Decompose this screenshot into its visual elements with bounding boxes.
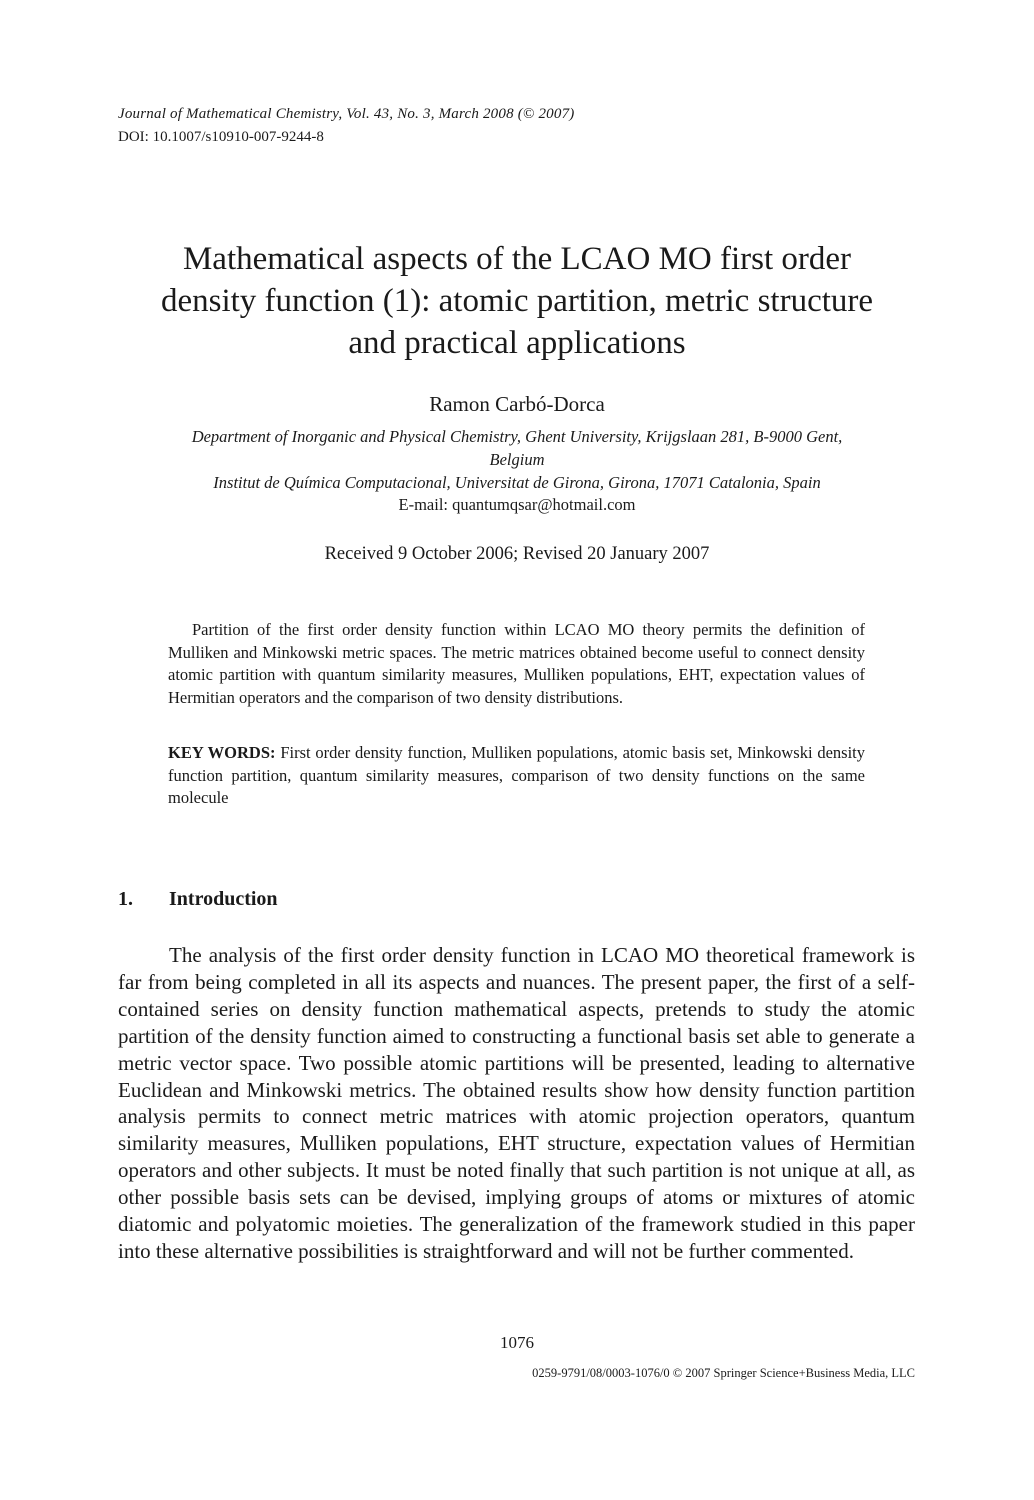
affiliation-2: Institut de Química Computacional, Universitat de Girona, Girona, 17071 Catalonia, Spain [213, 473, 821, 492]
copyright-line: 0259-9791/08/0003-1076/0 © 2007 Springer Science+Business Media, LLC [532, 1366, 915, 1380]
paper-title [100, 238, 934, 364]
section-title: Introduction [169, 888, 278, 910]
journal-citation: Journal of Mathematical Chemistry, Vol. 43, No. 3, March 2008 (© 2007) [118, 106, 575, 122]
introduction-paragraph: The analysis of the first order density function in LCAO MO theoretical framework is far from being completed in all its aspects and nuances. The present paper, the first of a self-contained series on density function mathematical aspects, pretends to study the atomic partition of the density function aimed to constructing a functional basis set able to generate a metric vector space. Two possible atomic partitions will be presented, leading to alternative Euclidean and Minkowski metrics. The obtained results show how density function partition analysis permits to connect metric matrices with atomic projection operators, quantum similarity measures, Mulliken populations, EHT structure, expectation values of Hermitian operators and other subjects. It must be noted finally that such partition is not unique at all, as other possible basis sets can be devised, implying groups of atoms or mixtures of atomic diatomic and polyatomic moieties. The generalization of the framework studied in this paper into these alternative possibilities is straightforward and will not be further commented. [118, 943, 915, 1263]
page-number: 1076 [500, 1333, 534, 1352]
keywords [168, 742, 865, 810]
author-email: E-mail: quantumqsar@hotmail.com [398, 495, 636, 514]
keywords-text: First order density function, Mulliken populations, atomic basis set, Minkowski density function partition, quantum similarity measures, comparison of two density functions on the same molecule [168, 743, 866, 808]
doi: DOI: 10.1007/s10910-007-9244-8 [118, 129, 324, 145]
affiliation-1-line-1: Department of Inorganic and Physical Chemistry, Ghent University, Krijgslaan 281, B-9000 Gent, [191, 427, 843, 446]
author-name: Ramon Carbó-Dorca [429, 392, 605, 416]
keywords-label: KEY WORDS: [168, 743, 276, 762]
title-line-3: and practical applications [348, 325, 686, 361]
abstract: Partition of the first order density function within LCAO MO theory permits the definition of Mulliken and Minkowski metric spaces. The metric matrices obtained become useful to connect density atomic partition with quantum similarity measures, Mulliken populations, EHT, expectation values of Hermitian operators and the comparison of two density distributions. [168, 620, 865, 708]
received-dates: Received 9 October 2006; Revised 20 January 2007 [324, 544, 710, 564]
affiliation-1-line-2: Belgium [489, 450, 545, 469]
title-line-1: Mathematical aspects of the LCAO MO first order [182, 241, 852, 277]
section-number: 1. [118, 888, 133, 910]
title-line-2: density function (1): atomic partition, metric structure [160, 283, 874, 319]
section-heading [118, 888, 278, 911]
